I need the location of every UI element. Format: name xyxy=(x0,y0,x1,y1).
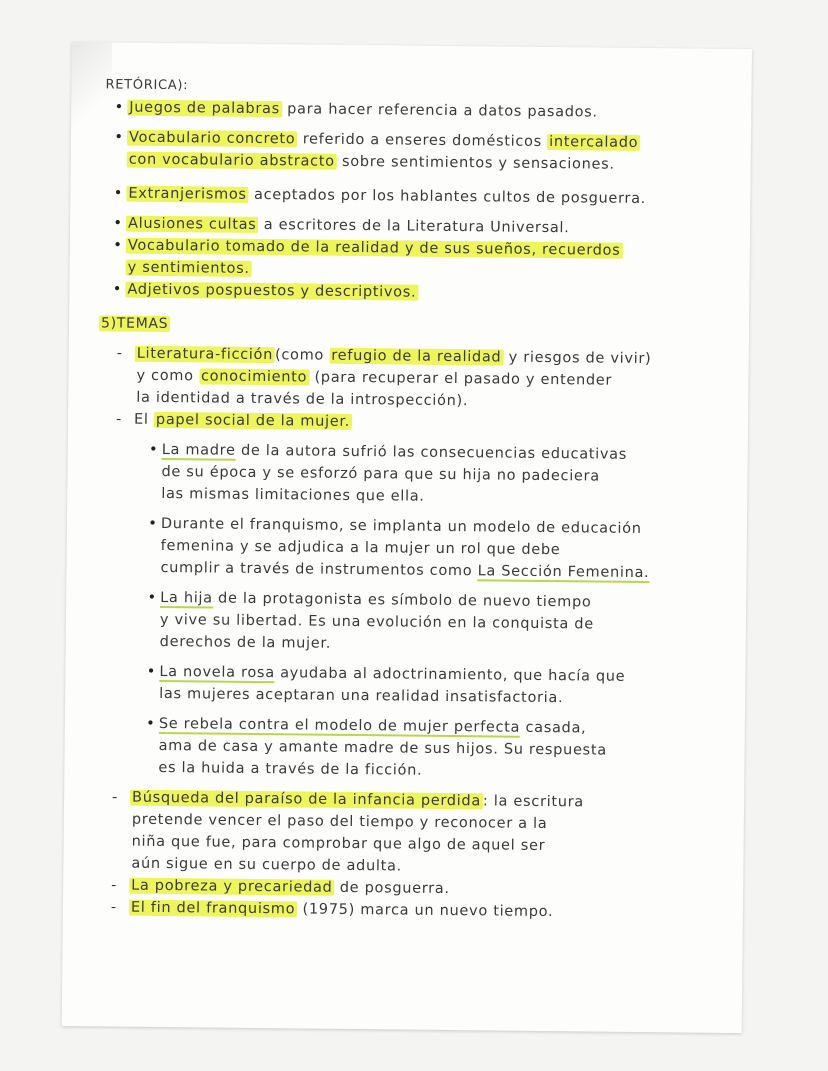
bullet-icon: • xyxy=(114,129,124,146)
bullet-icon: • xyxy=(146,715,156,732)
list-item: • Durante el franquismo, se implanta un modelo de educación xyxy=(97,512,717,540)
list-item-cont: la identidad a través de la introspección). xyxy=(136,389,469,410)
list-item-cont: de su época y se esforzó para que su hija no padeciera xyxy=(161,463,600,485)
bullet-icon: • xyxy=(149,441,159,458)
bullet-icon: • xyxy=(112,281,123,298)
list-item-cont: aún sigue en su cuerpo de adulta. xyxy=(131,855,402,875)
list-item-cont: niña que fue, para comprobar que algo de aquel ser xyxy=(131,833,546,854)
list-item-cont: cumplir a través de instrumentos como La Sección Femenina. xyxy=(160,559,650,582)
list-item: • Extranjerismos aceptados por los hablantes cultos de posguerra. xyxy=(100,182,720,210)
bullet-icon: • xyxy=(147,589,157,606)
bullet-icon: • xyxy=(113,185,124,202)
dash-icon: - xyxy=(115,411,123,428)
bullet-icon: • xyxy=(113,215,123,232)
bullet-icon: • xyxy=(146,663,157,680)
list-item: - La pobreza y precariedad de posguerra. xyxy=(93,874,713,902)
bullet-icon: • xyxy=(148,515,158,532)
dash-icon: - xyxy=(112,789,119,806)
list-item: • Adjetivos pospuestos y descriptivos. xyxy=(99,278,719,306)
list-item: • La novela rosa ayudaba al adoctrinamiento, que hacía que xyxy=(95,660,715,688)
list-item-cont: ama de casa y amante madre de sus hijos. Su respuesta xyxy=(158,737,607,759)
list-item: - Literatura-ficción (como refugio de la realidad y riesgos de vivir) xyxy=(99,342,719,370)
list-item: - El fin del franquismo (1975) marca un nuevo tiempo. xyxy=(93,896,713,924)
list-item: - El papel social de la mujer. xyxy=(98,408,718,436)
section-title-temas: 5)TEMAS xyxy=(100,315,169,333)
list-item-cont: las mujeres aceptaran una realidad insatisfactoria. xyxy=(159,685,564,707)
list-item: • Alusiones cultas a escritores de la Literatura Universal. xyxy=(100,212,720,240)
list-item-cont: las mismas limitaciones que ella. xyxy=(161,485,425,505)
list-item: • Se rebela contra el modelo de mujer perfecta casada, xyxy=(95,712,715,740)
dash-icon: - xyxy=(110,899,117,916)
dash-icon: - xyxy=(111,877,118,894)
list-item: • Juegos de palabras para hacer referencia a datos pasados. xyxy=(101,96,721,124)
list-item-cont: y como conocimiento (para recuperar el pasado y entender xyxy=(136,367,613,389)
notes-content xyxy=(93,74,722,924)
list-item: • La madre de la autora sufrió las consecuencias educativas xyxy=(98,438,718,466)
list-item-cont: y vive su libertad. Es una evolución en la conquista de xyxy=(159,611,594,633)
list-item-cont: es la huida a través de la ficción. xyxy=(158,759,423,779)
list-item-cont: derechos de la mujer. xyxy=(159,633,332,652)
dash-icon: - xyxy=(116,345,123,362)
list-item: • La hija de la protagonista es símbolo de nuevo tiempo xyxy=(96,586,716,614)
list-item-cont: femenina y se adjudica a la mujer un rol que debe xyxy=(160,537,561,559)
list-item-cont: y sentimientos. xyxy=(127,259,250,277)
bullet-icon: • xyxy=(113,237,123,254)
list-item-cont: con vocabulario abstracto sobre sentimientos y sensaciones. xyxy=(128,151,615,173)
list-item-cont: pretende vencer el paso del tiempo y reconocer a la xyxy=(131,811,548,833)
paper-sheet xyxy=(62,42,752,1033)
section-header-retorica: RETÓRICA): xyxy=(105,77,189,94)
list-item: - Búsqueda del paraíso de la infancia perdida : la escritura xyxy=(94,786,714,814)
list-item: • Vocabulario tomado de la realidad y de sus sueños, recuerdos xyxy=(100,234,720,262)
bullet-icon: • xyxy=(114,99,125,116)
list-item: • Vocabulario concreto referido a enseres domésticos intercalado xyxy=(101,126,721,154)
